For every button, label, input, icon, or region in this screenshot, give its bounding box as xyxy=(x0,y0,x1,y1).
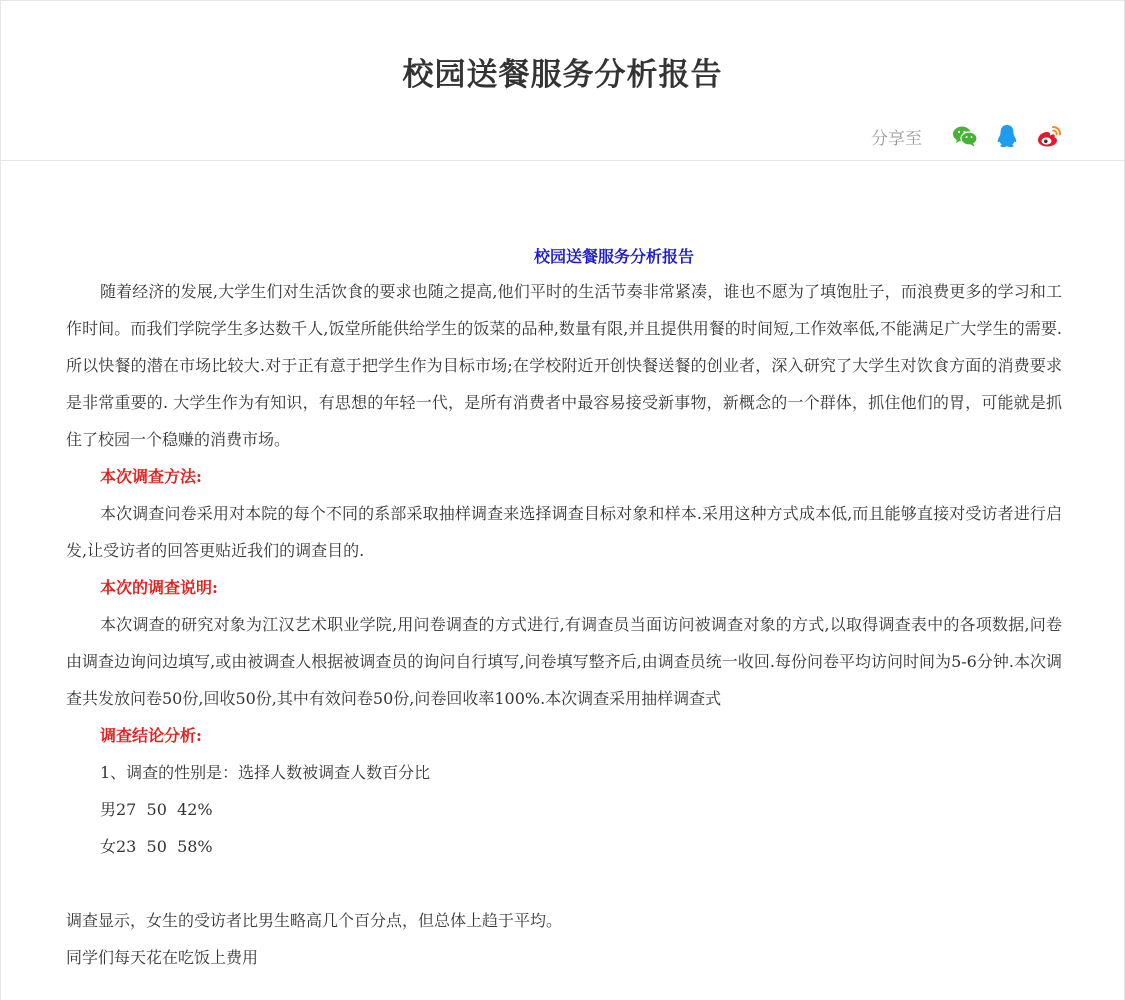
weibo-icon[interactable] xyxy=(1036,123,1062,149)
share-bar xyxy=(871,121,1062,151)
page-title: 校园送餐服务分析报告 xyxy=(402,57,723,93)
method-paragraph: 本次调查问卷采用对本院的每个不同的系部采取抽样调查来选择调查目标对象和样本.采用这种方式成本低,而且能够直接对受访者进行启发,让受访者的回答更贴近我们的调查目的. xyxy=(66,504,1062,560)
summary-paragraph: 调查显示，女生的受访者比男生略高几个百分点，但总体上趋于平均。 xyxy=(66,911,563,930)
conclusion-heading: 调查结论分析: xyxy=(100,726,202,745)
intro-paragraph: 随着经济的发展,大学生们对生活饮食的要求也随之提高,他们平时的生活节奏非常紧凑，谁也不愿为了填饱肚子，而浪费更多的学习和工作时间。而我们学院学生多达数千人,饭堂所能供给学生的饭菜的品种,数量有限,并且提供用餐的时间短,工作效率低,不能满足广大学生的需要. 所以快餐的潜在市场比较大.对于正有意于把学生作为目标市场;在学校附近开创快餐送餐的创业者，深入研究了大学生对饮食方面的消费要求是非常重要的. 大学生作为有知识，有思想的年轻一代，是所有消费者中最容易接受新事物，新概念的一个群体，抓住他们的胃，可能就是抓住了校园一个稳赚的消费市场。 xyxy=(66,282,1062,449)
spacer xyxy=(66,865,1062,902)
method-heading: 本次调查方法: xyxy=(100,467,202,486)
female-row: 女23 50 58% xyxy=(100,837,213,856)
wechat-icon[interactable] xyxy=(952,123,978,149)
share-label: 分享至 xyxy=(871,128,922,149)
male-row: 男27 50 42% xyxy=(100,800,213,819)
question-1: 1、调查的性别是：选择人数被调查人数百分比 xyxy=(100,763,431,782)
explain-heading: 本次的调查说明: xyxy=(100,578,218,597)
next-section-text: 同学们每天花在吃饭上费用 xyxy=(66,948,259,967)
explain-paragraph: 本次调查的研究对象为江汉艺术职业学院,用问卷调查的方式进行,有调查员当面访问被调查对象的方式,以取得调查表中的各项数据,问卷由调查边询问边填写,或由被调查人根据被调查员的询问自行填写,问卷填写整齐后,由调查员统一收回.每份问卷平均访问时间为5-6分钟.本次调查共发放问卷50份,回收50份,其中有效问卷50份,问卷回收率100%.本次调查采用抽样调查式 xyxy=(66,615,1062,708)
page-header xyxy=(1,1,1124,161)
qq-icon[interactable] xyxy=(994,123,1020,149)
article-title: 校园送餐服务分析报告 xyxy=(533,247,694,266)
article-body xyxy=(66,241,1062,976)
